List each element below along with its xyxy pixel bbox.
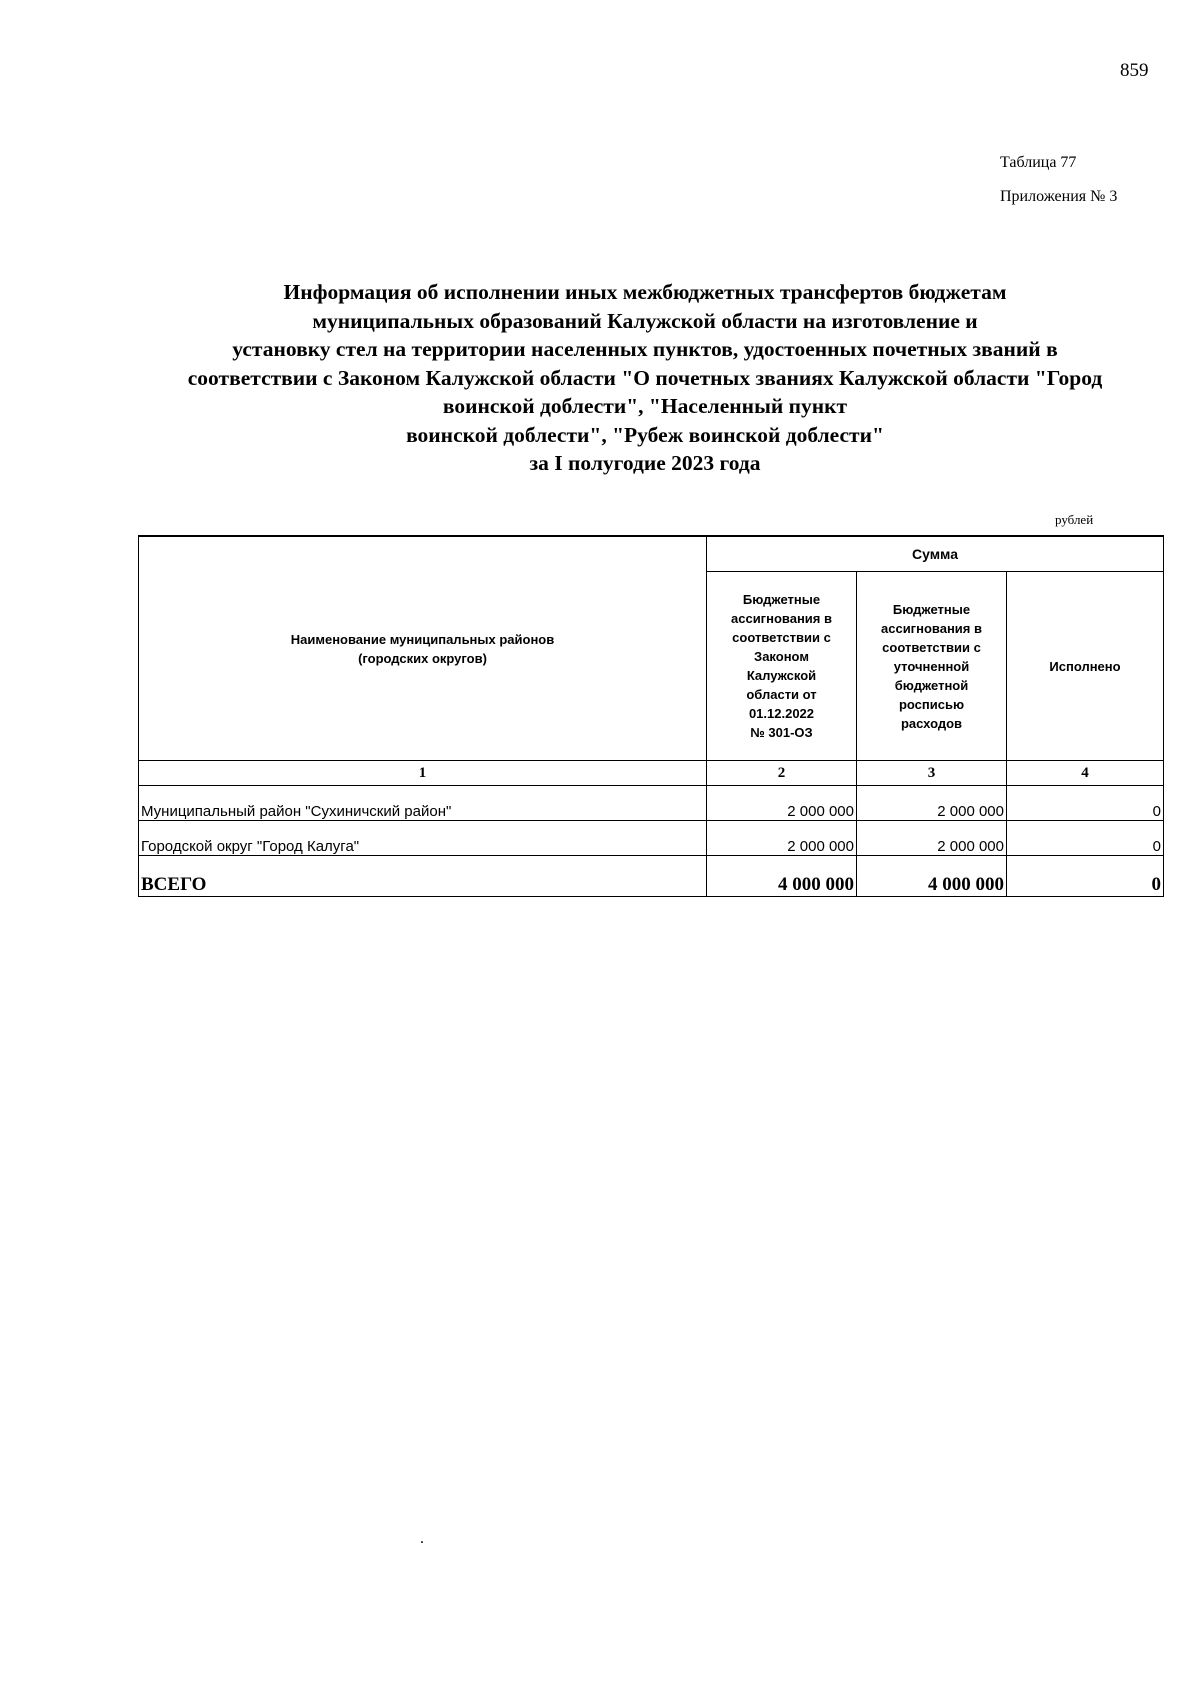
appendix-label: Приложения № 3 bbox=[1000, 188, 1118, 205]
header-line: бюджетной bbox=[894, 677, 969, 693]
table-row bbox=[139, 821, 1164, 856]
document-title bbox=[140, 278, 1150, 478]
transfers-table bbox=[138, 535, 1164, 897]
header-sum: Сумма bbox=[707, 536, 1164, 572]
municipality-name: Городской округ "Город Калуга" bbox=[139, 821, 707, 856]
column-number: 1 bbox=[139, 761, 707, 786]
municipality-name: Муниципальный район "Сухиничский район" bbox=[139, 786, 707, 821]
title-line: соответствии с Законом Калужской области "О почетных званиях Калужской области "Город bbox=[187, 365, 1103, 390]
table-label: Таблица 77 bbox=[1000, 154, 1077, 171]
total-row bbox=[139, 856, 1164, 897]
stray-mark: . bbox=[420, 1530, 424, 1547]
header-line: Законом bbox=[754, 649, 809, 664]
title-line: воинской доблести", "Рубеж воинской доблести" bbox=[406, 422, 884, 447]
allocated-refined-value: 2 000 000 bbox=[857, 821, 1007, 856]
table-row bbox=[139, 786, 1164, 821]
title-line: Информация об исполнении иных межбюджетных трансфертов бюджетам bbox=[283, 280, 1007, 304]
title-line: муниципальных образований Калужской области на изготовление и bbox=[312, 308, 978, 333]
total-allocated-refined: 4 000 000 bbox=[857, 856, 1007, 897]
allocated-law-value: 2 000 000 bbox=[707, 786, 857, 821]
header-line: Бюджетные bbox=[742, 592, 821, 607]
executed-value: 0 bbox=[1007, 786, 1164, 821]
header-line: Бюджетные bbox=[892, 601, 971, 617]
header-line: ассигнования в bbox=[881, 620, 982, 636]
allocated-refined-value: 2 000 000 bbox=[857, 786, 1007, 821]
header-executed: Исполнено bbox=[1007, 572, 1164, 761]
column-number-row bbox=[139, 761, 1164, 786]
header-municipality-name bbox=[139, 536, 707, 761]
header-allocated-law bbox=[707, 572, 857, 761]
total-allocated-law: 4 000 000 bbox=[707, 856, 857, 897]
header-line: соответствии с bbox=[732, 630, 831, 645]
header-line: Калужской bbox=[746, 668, 817, 683]
header-line: № 301-ОЗ bbox=[750, 725, 813, 740]
column-number: 3 bbox=[857, 761, 1007, 786]
header-name-line: Наименование муниципальных районов bbox=[290, 631, 555, 647]
executed-value: 0 bbox=[1007, 821, 1164, 856]
header-name-line: (городских округов) bbox=[358, 650, 487, 666]
header-line: соответствии с bbox=[882, 639, 981, 655]
total-executed: 0 bbox=[1007, 856, 1164, 897]
header-line: ассигнования в bbox=[731, 611, 832, 626]
header-line: расходов bbox=[900, 715, 963, 731]
units-label: рублей bbox=[1055, 512, 1094, 527]
title-line: воинской доблести", "Населенный пункт bbox=[442, 394, 848, 418]
allocated-law-value: 2 000 000 bbox=[707, 821, 857, 856]
header-allocated-refined bbox=[857, 572, 1007, 761]
page-number: 859 bbox=[1120, 60, 1149, 81]
header-line: уточненной bbox=[893, 658, 970, 674]
title-line: за I полугодие 2023 года bbox=[529, 451, 761, 475]
header-line: области от bbox=[746, 687, 817, 702]
header-line: 01.12.2022 bbox=[748, 706, 815, 721]
total-label: ВСЕГО bbox=[139, 856, 707, 897]
title-line: установку стел на территории населенных пунктов, удостоенных почетных званий в bbox=[232, 337, 1058, 361]
header-line: росписью bbox=[898, 696, 965, 712]
column-number: 4 bbox=[1007, 761, 1164, 786]
column-number: 2 bbox=[707, 761, 857, 786]
